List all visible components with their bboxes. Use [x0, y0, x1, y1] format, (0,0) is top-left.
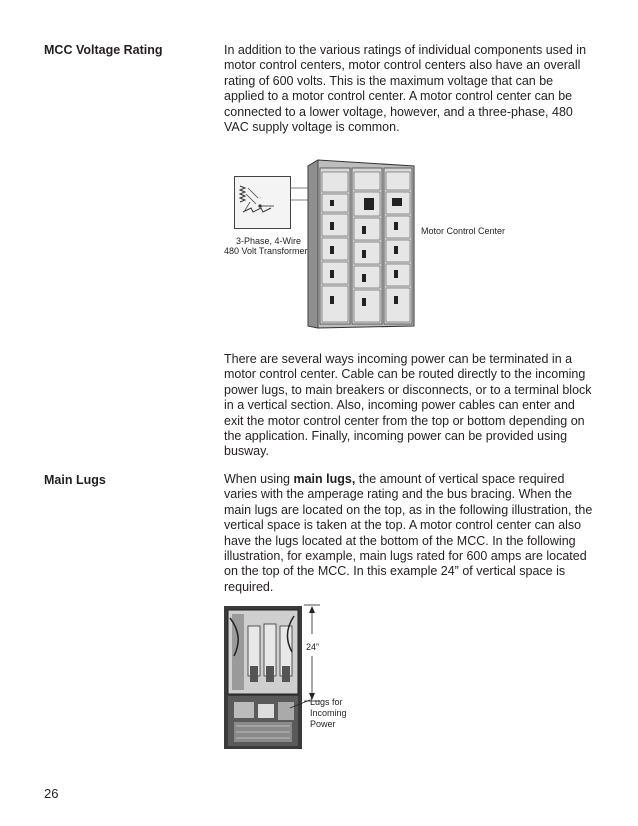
dimension-label: 24”	[306, 642, 320, 652]
section-heading-main-lugs: Main Lugs	[44, 473, 106, 487]
lugs-label-line1: Lugs for	[310, 697, 343, 707]
main-lugs-bold-term: main lugs,	[293, 472, 356, 486]
motor-control-center-drawing	[306, 160, 416, 330]
transformer-label-line1: 3-Phase, 4-Wire	[236, 236, 302, 246]
mcc-label: Motor Control Center	[421, 226, 506, 236]
main-lugs-photo	[224, 606, 302, 749]
main-lugs-text-before: When using	[224, 472, 294, 486]
lugs-label-line3: Power	[310, 719, 336, 729]
main-lugs-text-after: the amount of vertical space required varies with the amperage rating and the bus bracing. When the main lugs are located on the top, as in the following illustration, the vertical space is taken at the top. A motor control center can also have the lugs located at the bottom of the MCC. In the following illustration, for example, main lugs rated for 600 amps are located on the top of the MCC. In this example 24” of vertical space is required.	[224, 472, 593, 594]
transformer-label-line2: 480 Volt Transformer	[224, 246, 308, 256]
lugs-label-line2: Incoming	[310, 708, 347, 718]
section-heading-voltage-rating: MCC Voltage Rating	[44, 43, 163, 57]
dimension-arrow	[300, 604, 324, 704]
main-lugs-paragraph	[224, 472, 594, 595]
incoming-power-paragraph: There are several ways incoming power can be terminated in a motor control center. Cable can be routed directly to the incoming power lugs, to main breakers or disconnects, or to a terminal block in a vertical section. Also, incoming power cables can enter and exit the motor control center from the top or bottom depending on the application. Finally, incoming power can be provided using busway.	[224, 352, 592, 459]
lugs-pointer-line	[288, 696, 312, 710]
page-number: 26	[44, 786, 59, 801]
voltage-rating-paragraph: In addition to the various ratings of individual components used in motor control centers, motor control centers also have an overall rating of 600 volts. This is the maximum voltage that can be applied to a motor control center. A motor control center can be connected to a lower voltage, however, and a three-phase, 480 VAC supply voltage is common.	[224, 43, 587, 135]
transformer-drawing	[234, 176, 296, 234]
